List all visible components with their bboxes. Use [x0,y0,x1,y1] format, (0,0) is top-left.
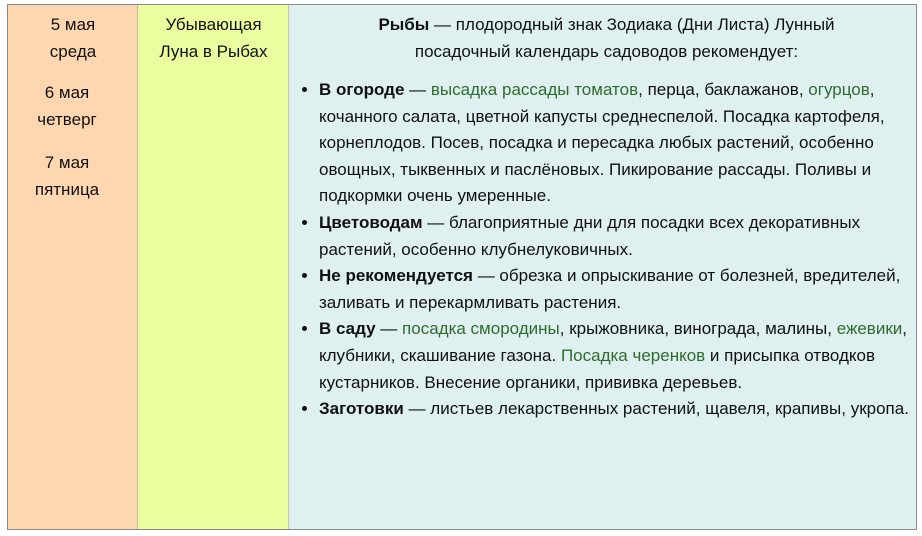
item-text: и присыпка отводков кустарников. Внесение органики, прививка деревьев. [319,345,876,392]
intro-text [307,11,906,65]
item-text: — листьев лекарственных растений, щавеля, крапивы, укропа. [403,399,909,419]
date-cell [8,11,138,65]
moon-phase-line: Убывающая [165,15,262,34]
calendar-table [7,4,917,530]
intro-line1: — плодородный знак Зодиака (Дни Листа) Лунный [429,15,835,34]
item-text: , перца, баклажанов, [638,80,804,99]
intro-line2: посадочный календарь садоводов рекомендует: [414,42,799,61]
item-text: , клубники, скашивание газона. [319,319,907,365]
date-cell [22,149,112,203]
item-text: , кочанного салата, цветной капусты среднеспелой. Посадка картофеля, корнеплодов. Посев, посадка и пересадка любых растений, особенно овощных, тыквенных и паслёновых. Пикирование рассады. Поливы и подкормки очень умеренные. [319,80,885,206]
dash: — [404,80,431,99]
item-heading: Не рекомендуется [319,266,473,286]
list-item-orchard [319,316,910,396]
date-weekday: среда [49,42,97,61]
link-tomato-seedlings[interactable]: высадка рассады томатов [430,80,639,99]
item-heading: Заготовки [319,399,404,419]
link-currant-planting[interactable]: посадка смородины [402,319,560,339]
list-item-preserves [319,396,910,423]
link-cucumbers[interactable]: огурцов [808,80,870,99]
date-weekday: четверг [37,110,97,129]
date-column [8,5,138,529]
item-text: , крыжовника, винограда, малины, [559,319,832,339]
zodiac-sign: Рыбы [378,15,430,34]
item-text: — благоприятные дни для посадки всех декоративных растений, особенно клубнелуковичных. [319,212,861,259]
item-heading: В саду [319,319,376,339]
moon-phase-line: Луна в Рыбах [159,42,268,61]
list-item-flowers [319,210,910,263]
date-day: 5 мая [50,15,96,34]
link-blackberry[interactable]: ежевики [836,319,903,339]
dash: — [375,319,403,339]
date-cell [22,79,112,133]
item-heading: В огороде [319,80,405,99]
item-text: — обрезка и опрыскивание от болезней, вредителей, заливать и перекармливать растения. [319,266,901,312]
moon-phase-column [138,5,289,529]
list-item-garden [319,77,910,210]
date-weekday: пятница [34,180,100,199]
link-cuttings-planting[interactable]: Посадка черенков [560,345,706,365]
list-item-not-recommended [319,263,910,316]
date-day: 6 мая [44,83,90,102]
recommendation-list [299,77,910,423]
recommendations-column [289,5,916,529]
moon-phase [138,11,289,65]
date-day: 7 мая [44,153,90,172]
item-heading: Цветоводам [319,212,423,232]
